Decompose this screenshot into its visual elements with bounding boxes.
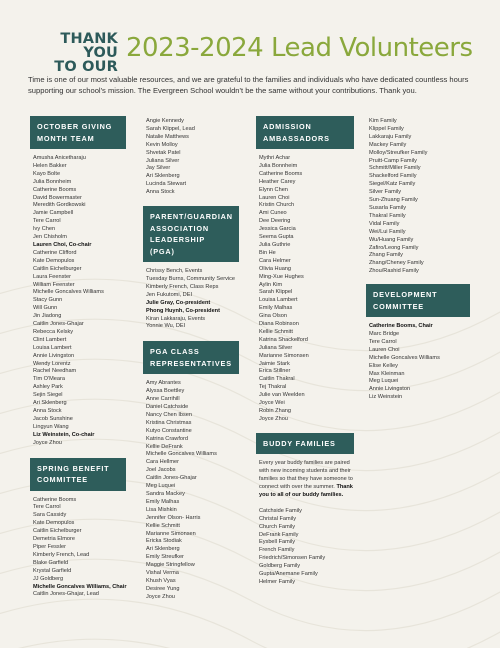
list-item: Kate Demopulos: [33, 520, 75, 527]
list-item: Caitlin Thakral: [259, 376, 295, 383]
list-item: Emily Malhas: [146, 498, 180, 505]
list-item: Lisa Mishkin: [146, 506, 177, 513]
list-item: Joel Jacobs: [146, 467, 176, 474]
list-item: Gupta/Anemane Family: [259, 571, 318, 578]
list-item: Kevin Molloy: [146, 141, 178, 148]
list-item: Kristin Church: [259, 202, 295, 209]
list-item: Kutyo Constantine: [146, 427, 192, 434]
list-item: Annie Livingston: [369, 386, 411, 393]
list-item: Caitlin Jones-Ghajar: [33, 321, 84, 328]
list-item: Julia Bonnheim: [33, 178, 72, 185]
list-item: Wu/Huang Family: [369, 236, 414, 243]
list-item: Krystal Garfield: [33, 567, 72, 574]
list-item: Bin He: [259, 249, 276, 256]
list-item: Robin Zhang: [259, 408, 292, 414]
list-item: Anne Carrihill: [146, 396, 180, 403]
list-item: Louisa Lambert: [259, 297, 298, 304]
admission-list: [256, 155, 354, 424]
list-item: Caitlin Eichelburger: [33, 528, 82, 535]
list-item: Tere Carrol: [33, 218, 61, 225]
list-item: Demetria Elmore: [33, 536, 75, 543]
list-item: Jen Fukutomi, DEI: [146, 291, 193, 298]
list-item: Christal Family: [259, 515, 296, 522]
list-item: JJ Goldberg: [33, 575, 64, 582]
list-item: Juliana Silver: [146, 157, 180, 164]
list-item: Klippel Family: [369, 125, 404, 132]
list-item: Julie van Weelden: [259, 392, 305, 399]
list-item: Church Family: [259, 523, 296, 530]
list-item: Elise Kelley: [369, 362, 398, 369]
list-item: Tere Carrol: [369, 338, 397, 345]
list-item: Catherine Booms: [33, 186, 77, 193]
list-item: Catherine Booms: [33, 496, 77, 503]
list-item: Jaimie Stark: [259, 360, 290, 367]
list-item: Wendy Lorentz: [33, 360, 71, 367]
list-item: Joyce Zhou: [33, 439, 62, 446]
list-item: Liz Weinstein: [369, 394, 403, 401]
list-item: Jamie Campbell: [33, 210, 74, 217]
list-item: Sarah Klippel, Lead: [146, 125, 195, 132]
list-item: Kimberly French, Lead: [33, 551, 90, 558]
list-item: Anna Stock: [33, 408, 62, 414]
list-item: Julia Guthrie: [259, 241, 291, 248]
thank-line-1: THANK YOU: [60, 31, 118, 61]
list-item: Helen Bakker: [33, 162, 67, 169]
list-item: Zhou/Rashid Family: [369, 268, 419, 275]
section-heading-development: DEVELOPMENT COMMITTEE: [366, 284, 470, 317]
list-item: Lingyun Wang: [33, 423, 69, 430]
column-4: [366, 118, 470, 402]
list-item: Anna Stock: [146, 189, 175, 196]
section-heading-october: OCTOBER GIVING MONTH TEAM: [30, 116, 126, 149]
list-item: Kate Demopulos: [33, 257, 75, 264]
list-item: Michelle Goncalves Williams: [33, 289, 104, 296]
list-item: Dee Deering: [259, 218, 291, 225]
list-item: Daniel Catchside: [146, 404, 189, 411]
list-item: Meredith Gordkowski: [33, 202, 86, 209]
list-item: Shvetak Patel: [146, 149, 181, 156]
list-item: Caitlin Jones-Ghajar, Lead: [33, 591, 99, 598]
list-item: Marianne Simonsen: [259, 352, 309, 359]
list-item: Emily Malhas: [259, 305, 293, 312]
list-item: Louisa Lambert: [33, 344, 72, 351]
section-heading-admission: ADMISSION AMBASSADORS: [256, 116, 354, 149]
intro-paragraph: Time is one of our most valuable resources, and we are grateful to the families and individuals who have dedicated countless hours supporting our school's mission. The Evergreen School wouldn't be the same without your contributions. Thank you.: [28, 75, 469, 95]
column-1: [30, 116, 126, 599]
list-item: Ashley Park: [33, 384, 63, 391]
list-item: Marianne Simonsen: [146, 530, 196, 537]
list-item: Caitlin Eichelburger: [33, 265, 82, 272]
list-item: Siegel/Katz Family: [369, 181, 416, 188]
list-item: Sejin Siegel: [33, 392, 63, 399]
list-item: Emily Streufker: [146, 554, 184, 561]
list-item: Rachel Needham: [33, 368, 77, 375]
list-item: Cara Hellmer: [146, 459, 179, 466]
list-item: Zafiro/Leong Family: [369, 244, 419, 251]
list-item: Alyssa Boettley: [146, 388, 185, 395]
list-item: Ivy Chen: [33, 226, 56, 233]
list-item: Heather Carey: [259, 178, 296, 185]
list-item: Kayo Bolte: [33, 170, 61, 177]
list-item: Mythri Achar: [259, 155, 291, 161]
list-item: Max Kleinman: [369, 370, 405, 377]
list-item: Jin Jiadong: [33, 313, 62, 320]
list-item: Schmitt/Miller Family: [369, 165, 421, 172]
list-item: Silver Family: [369, 189, 402, 196]
list-item: Mackey Family: [369, 141, 407, 148]
page-header: [0, 30, 500, 75]
list-item: Gina Olson: [259, 313, 287, 320]
list-item: Desiree Yung: [146, 585, 180, 592]
families-list: [366, 118, 470, 276]
list-item: Catherine Booms: [259, 170, 303, 177]
list-item: Kim Family: [369, 118, 397, 124]
list-item: Goldberg Family: [259, 563, 301, 570]
list-item: Lauren Choi: [259, 194, 290, 201]
list-item: Sun-Zhuang Family: [369, 197, 418, 204]
list-item: Ari Sklenberg: [33, 400, 67, 407]
list-item: Ari Sklenberg: [146, 546, 180, 553]
list-item: Julie Gray, Co-president: [146, 299, 211, 306]
list-item: Ming-Xue Hughes: [259, 273, 304, 280]
list-item: William Feenster: [33, 281, 75, 288]
development-list: [366, 323, 470, 402]
list-item: Kristina Christmas: [146, 419, 192, 426]
list-item: Erica Stillner: [259, 368, 291, 375]
list-item: Michelle Goncalves Williams: [369, 354, 440, 361]
pga-list: [143, 268, 239, 331]
list-item: Amusha Anicetharaju: [33, 155, 86, 161]
list-item: Olivia Huang: [259, 265, 292, 272]
thank-you-heading: [26, 32, 118, 74]
list-item: Joyce Wei: [259, 400, 285, 407]
page-title: 2023-2024 Lead Volunteers: [126, 33, 473, 63]
buddy-description: [256, 460, 354, 500]
list-item: Phong Huynh, Co-president: [146, 307, 220, 314]
list-item: Natalie Matthews: [146, 133, 189, 140]
october-list: [30, 155, 126, 448]
section-heading-class-reps: PGA CLASS REPRESENTATIVES: [143, 341, 239, 374]
list-item: Lauren Choi, Co-chair: [33, 241, 92, 248]
list-item: Blake Garfield: [33, 559, 69, 566]
list-item: Khush Vyas: [146, 577, 176, 584]
list-item: Wei/Lui Family: [369, 228, 406, 235]
list-item: Vishal Verma: [146, 570, 179, 577]
list-item: Will Gunn: [33, 305, 58, 312]
list-item: Marc Bridge: [369, 331, 400, 338]
list-item: Diana Robinson: [259, 321, 299, 328]
buddy-description-thanks: Thank you to all of our buddy families.: [259, 484, 353, 498]
list-item: Sara Cassidy: [33, 512, 67, 519]
list-item: Kiran Lakkaraju, Events: [146, 315, 206, 322]
section-heading-buddy: BUDDY FAMILIES: [256, 433, 354, 455]
list-item: Tim O'Meara: [33, 376, 65, 383]
list-item: Shackelford Family: [369, 173, 417, 180]
buddy-description-text: Every year buddy families are paired with new incoming students and their families so that they have someone to connect with over the summer.: [259, 460, 353, 491]
list-item: Zhang Family: [369, 252, 403, 259]
list-item: Sandra Mackey: [146, 491, 185, 497]
list-item: Joyce Zhou: [259, 415, 288, 422]
list-item: Kellie Schmitt: [146, 522, 180, 529]
list-item: Susarla Family: [369, 204, 406, 211]
list-item: Catherine Clifford: [33, 249, 77, 256]
list-item: Lucinda Stewart: [146, 181, 187, 188]
list-item: Rebecca Kelsky: [33, 328, 74, 335]
list-item: Maggie Stringfellow: [146, 562, 195, 569]
column-2: [143, 118, 239, 602]
list-item: David Bowermaster: [33, 194, 82, 201]
list-item: Elynn Chen: [259, 186, 288, 193]
list-item: Pruitt-Camp Family: [369, 157, 417, 164]
list-item: Stacy Gunn: [33, 297, 63, 304]
list-item: Julia Bonnheim: [259, 162, 298, 169]
list-item: Molloy/Streufker Family: [369, 149, 428, 156]
list-item: Caitlin Jones-Ghajar: [146, 475, 197, 482]
list-item: Jennifer Olson- Harris: [146, 514, 201, 521]
list-item: Kimberly French, Class Reps: [146, 283, 219, 290]
list-item: Liz Weinstein, Co-chair: [33, 431, 95, 438]
list-item: Seema Gupta: [259, 234, 294, 241]
list-item: DeFrank Family: [259, 531, 299, 538]
list-item: Meg Luquei: [369, 378, 399, 385]
list-item: Zhang/Cheney Family: [369, 260, 424, 267]
list-item: Tuesday Burns, Community Service: [146, 275, 236, 282]
list-item: Nancy Chen Ibsen: [146, 411, 193, 418]
list-item: Jessica Garcia: [259, 226, 296, 233]
list-item: Catchside Family: [259, 507, 302, 514]
thank-line-2: TO OUR: [54, 59, 118, 75]
list-item: Annie Livingston: [33, 352, 75, 359]
list-item: Vidal Family: [369, 220, 400, 227]
list-item: Jen Chisholm: [33, 234, 67, 241]
list-item: Katrina Shackelford: [259, 336, 308, 343]
list-item: Tere Carrol: [33, 504, 61, 511]
misc-list: [143, 118, 239, 197]
list-item: Eysbell Family: [259, 539, 296, 546]
list-item: Kellie Schmitt: [259, 328, 293, 335]
list-item: Catherine Booms, Chair: [369, 323, 433, 330]
list-item: Aylin Kim: [259, 281, 283, 288]
spring-list: [30, 497, 126, 600]
section-heading-pga: PARENT/GUARDIAN ASSOCIATION LEADERSHIP (PGA): [143, 206, 239, 262]
list-item: Yonnie Wu, DEI: [146, 323, 186, 330]
list-item: French Family: [259, 547, 295, 554]
list-item: Lauren Choi: [369, 346, 400, 353]
list-item: Ami Cuneo: [259, 210, 287, 217]
buddy-list: [256, 508, 354, 587]
list-item: Piper Fessler: [33, 543, 66, 550]
column-3: [256, 116, 354, 587]
list-item: Helmer Family: [259, 579, 296, 585]
list-item: Laura Feenster: [33, 273, 71, 280]
list-item: Thakral Family: [369, 212, 406, 219]
list-item: Meg Luquei: [146, 483, 176, 490]
list-item: Angie Kennedy: [146, 118, 184, 124]
list-item: Cara Helmer: [259, 257, 291, 264]
list-item: Tej Thakral: [259, 384, 287, 391]
list-item: Chrissy Bench, Events: [146, 268, 203, 275]
list-item: Jacob Sunshine: [33, 415, 73, 422]
list-item: Juliana Silver: [259, 344, 293, 351]
list-item: Michelle Goncalves Williams, Chair: [33, 583, 127, 590]
list-item: Friedrich/Simonsen Family: [259, 555, 326, 562]
list-item: Ericka Stodiak: [146, 538, 182, 545]
list-item: Lakkaraju Family: [369, 133, 412, 140]
list-item: Michelle Goncalves Williams: [146, 451, 217, 458]
class-reps-list: [143, 380, 239, 601]
list-item: Jay Silver: [146, 165, 171, 172]
list-item: Kellie DeFrank: [146, 443, 183, 450]
list-item: Clint Lambert: [33, 336, 67, 343]
list-item: Ari Sklenberg: [146, 173, 180, 180]
section-heading-spring: SPRING BENEFIT COMMITTEE: [30, 458, 126, 491]
list-item: Joyce Zhou: [146, 593, 175, 600]
list-item: Sarah Klippel: [259, 289, 293, 296]
list-item: Katrina Crawford: [146, 435, 188, 442]
list-item: Amy Abrantes: [146, 380, 181, 387]
